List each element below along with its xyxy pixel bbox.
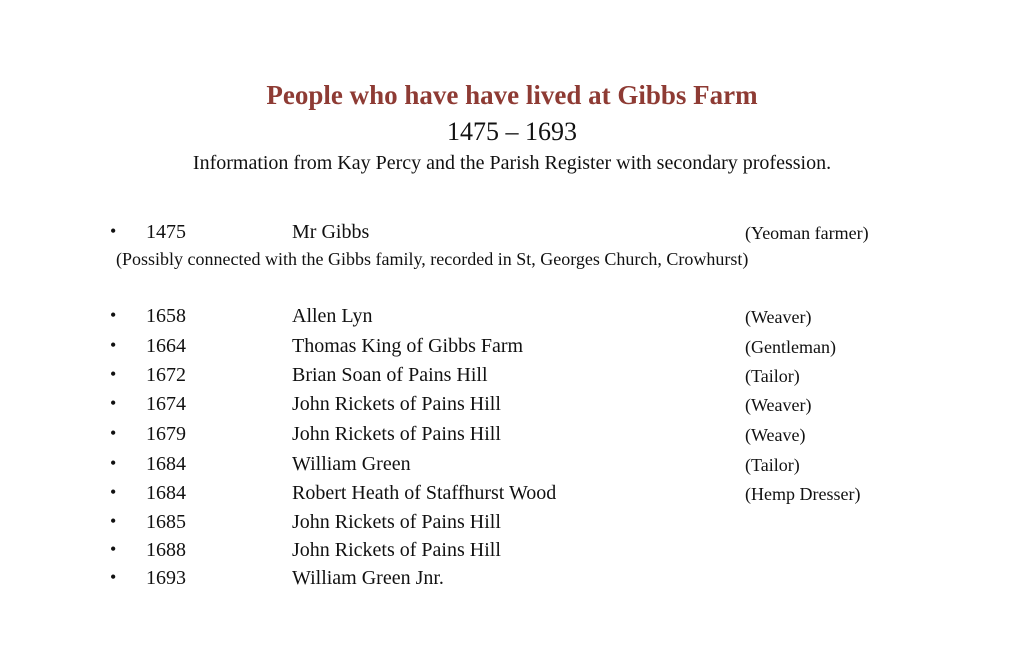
list-item	[0, 423, 1024, 449]
list-item	[0, 482, 1024, 508]
list-item	[0, 567, 1024, 593]
entry-profession: (Weave)	[745, 425, 806, 445]
list-item	[0, 453, 1024, 479]
entry-year: 1674	[146, 393, 186, 415]
entry-year: 1475	[146, 221, 186, 243]
entry-name: William Green Jnr.	[292, 567, 444, 589]
entry-name: Mr Gibbs	[292, 221, 370, 243]
entry-note: (Possibly connected with the Gibbs family, recorded in St, Georges Church, Crowhurst)	[116, 249, 749, 269]
entry-name: Thomas King of Gibbs Farm	[292, 335, 524, 357]
bullet: •	[110, 567, 117, 587]
page-title: People who have have lived at Gibbs Farm	[266, 80, 758, 110]
bullet: •	[110, 423, 117, 443]
entry-year: 1693	[146, 567, 186, 589]
entry-year: 1684	[146, 482, 186, 504]
entry-year: 1658	[146, 305, 186, 327]
entry-profession: (Gentleman)	[745, 337, 836, 357]
entry-profession: (Tailor)	[745, 366, 800, 386]
entry-year: 1688	[146, 539, 186, 561]
entry-name: John Rickets of Pains Hill	[292, 511, 501, 533]
list-item	[0, 511, 1024, 537]
list-item	[0, 364, 1024, 390]
entry-profession: (Weaver)	[745, 307, 812, 327]
bullet: •	[110, 453, 117, 473]
bullet: •	[110, 335, 117, 355]
bullet: •	[110, 221, 117, 241]
list-item	[0, 539, 1024, 565]
entry-profession: (Yeoman farmer)	[745, 223, 869, 243]
list-item	[0, 305, 1024, 331]
bullet: •	[110, 305, 117, 325]
date-range: 1475 – 1693	[447, 117, 577, 146]
bullet: •	[110, 482, 117, 502]
entry-name: William Green	[292, 453, 411, 475]
entry-profession: (Weaver)	[745, 395, 812, 415]
page-subtitle: Information from Kay Percy and the Parish Register with secondary profession.	[192, 152, 832, 174]
entry-profession: (Hemp Dresser)	[745, 484, 861, 504]
entry-year: 1685	[146, 511, 186, 533]
bullet: •	[110, 364, 117, 384]
entry-name: John Rickets of Pains Hill	[292, 423, 501, 445]
bullet: •	[110, 511, 117, 531]
entry-name: Brian Soan of Pains Hill	[292, 364, 488, 386]
bullet: •	[110, 393, 117, 413]
entry-year: 1684	[146, 453, 186, 475]
entry-name: John Rickets of Pains Hill	[292, 393, 501, 415]
entry-profession: (Tailor)	[745, 455, 800, 475]
entry-name: Allen Lyn	[292, 305, 373, 327]
entry-name: Robert Heath of Staffhurst Wood	[292, 482, 557, 504]
entry-year: 1672	[146, 364, 186, 386]
bullet: •	[110, 539, 117, 559]
entry-name: John Rickets of Pains Hill	[292, 539, 501, 561]
entry-year: 1664	[146, 335, 186, 357]
list-item	[0, 393, 1024, 419]
entry-year: 1679	[146, 423, 186, 445]
list-item	[0, 221, 1024, 247]
list-item	[0, 335, 1024, 361]
